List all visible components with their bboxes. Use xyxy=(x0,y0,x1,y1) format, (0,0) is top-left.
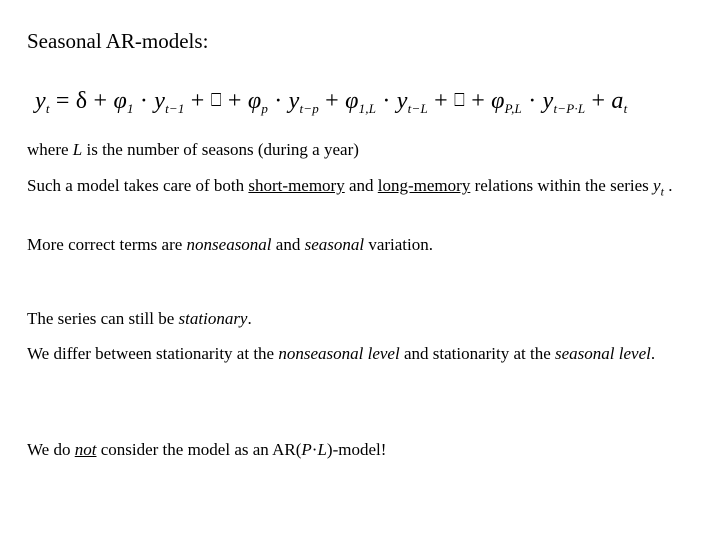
paragraph-seasons xyxy=(27,139,707,161)
formula-plus-6: + xyxy=(585,88,612,114)
var-L: L xyxy=(72,140,83,159)
formula-dot-4: · xyxy=(522,88,543,114)
text: relations within the series xyxy=(470,176,654,195)
formula-sub-1: 1 xyxy=(126,101,134,116)
formula-phi-p: φ xyxy=(247,88,262,114)
formula-sub-t1: t−1 xyxy=(165,101,185,116)
italic-nonseasonal: nonseasonal xyxy=(186,235,272,254)
formula-sub-t-a: t xyxy=(623,101,628,116)
var-P: P xyxy=(301,440,312,459)
formula-plus-5: + xyxy=(465,88,492,114)
formula-dot-3: · xyxy=(376,88,397,114)
var-y: y xyxy=(653,176,661,195)
formula-phi-1: φ xyxy=(113,88,127,114)
paragraph-not-ar xyxy=(27,439,707,461)
text: and xyxy=(271,235,305,254)
paragraph-memory xyxy=(27,175,707,202)
formula-sub-t: t xyxy=(45,101,50,116)
formula-sub-PL: P,L xyxy=(504,101,522,116)
formula-plus-4: + xyxy=(427,88,455,114)
formula-y-2: y xyxy=(288,88,300,114)
formula-plus-2: + xyxy=(221,88,248,114)
text: We differ between stationarity at the xyxy=(27,344,279,363)
text: We do xyxy=(27,440,75,459)
formula-phi-1L: φ xyxy=(345,88,359,114)
slide-title: Seasonal AR-models: xyxy=(27,29,209,53)
formula-y: y xyxy=(35,88,46,114)
text: consider the model as an AR( xyxy=(96,440,302,459)
formula-y-3: y xyxy=(396,88,408,114)
text: More correct terms are xyxy=(27,235,187,254)
text: and xyxy=(344,176,378,195)
italic-seasonal: seasonal xyxy=(304,235,365,254)
missing-glyph-box-2: ⎕ xyxy=(454,90,466,111)
paragraph-terms xyxy=(27,234,707,256)
text: . xyxy=(247,309,252,328)
underlined-long-memory: long-memory xyxy=(377,176,471,195)
formula-eq: = δ + xyxy=(49,88,114,114)
formula-y-4: y xyxy=(542,88,554,114)
formula-sub-1L: 1,L xyxy=(358,101,377,116)
missing-glyph-box: ⎕ xyxy=(210,90,222,111)
underlined-short-memory: short-memory xyxy=(248,176,345,195)
formula-y-1: y xyxy=(154,88,166,114)
sub-t: t xyxy=(660,184,664,199)
formula-phi-PL: φ xyxy=(491,88,505,114)
formula-plus-1: + xyxy=(184,88,211,114)
paragraph-levels xyxy=(27,343,707,365)
text: is the number of seasons (during a year) xyxy=(82,140,359,159)
formula-sub-p: p xyxy=(261,101,269,116)
underlined-not: not xyxy=(74,440,97,459)
dot-operator: · xyxy=(311,440,318,459)
formula-plus-3: + xyxy=(318,88,346,114)
formula-sub-tp: t−p xyxy=(299,101,319,116)
var-L: L xyxy=(317,440,327,459)
text: )-model! xyxy=(326,440,387,459)
text: . xyxy=(650,344,656,363)
text: where xyxy=(27,140,73,159)
italic-seasonal-level: seasonal level xyxy=(555,344,651,363)
formula-sub-tPL: t−P·L xyxy=(553,101,586,116)
text: variation. xyxy=(364,235,433,254)
formula-dot-2: · xyxy=(268,88,289,114)
italic-stationary: stationary xyxy=(178,309,248,328)
formula-a: a xyxy=(611,88,624,114)
formula xyxy=(35,86,627,124)
formula-dot-1: · xyxy=(133,88,155,114)
italic-nonseasonal-level: nonseasonal level xyxy=(278,344,400,363)
text: Such a model takes care of both xyxy=(27,176,249,195)
formula-sub-tL: t−L xyxy=(407,101,428,116)
text: The series can still be xyxy=(27,309,179,328)
text: . xyxy=(663,176,673,195)
text: and stationarity at the xyxy=(399,344,556,363)
paragraph-stationary xyxy=(27,308,707,330)
